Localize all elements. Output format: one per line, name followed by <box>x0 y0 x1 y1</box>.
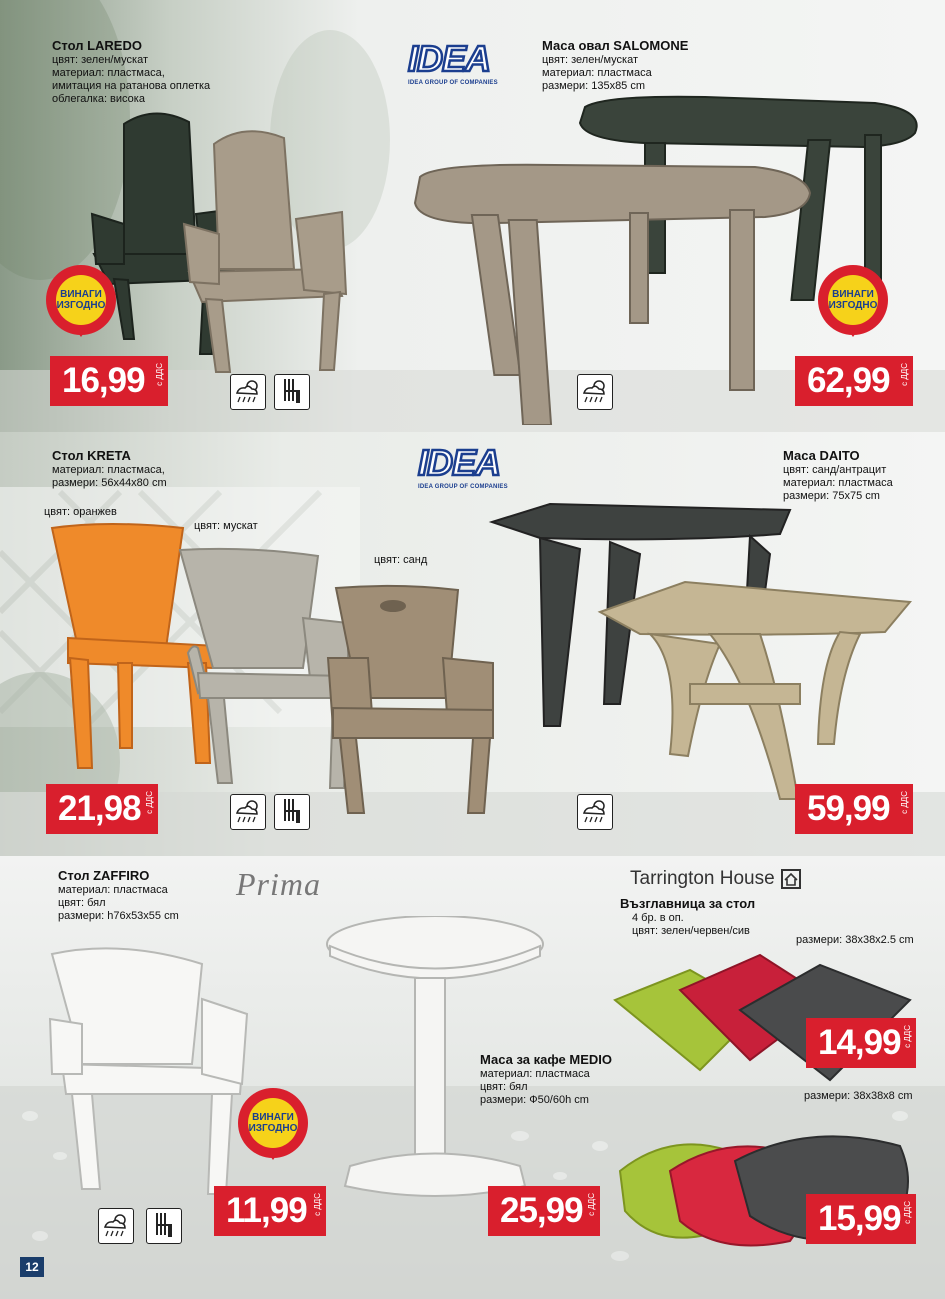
daito-spec-line: размери: 75х75 cm <box>783 490 880 502</box>
vat-label: с ДДС <box>145 791 154 814</box>
medio-spec-line: цвят: бял <box>480 1081 528 1093</box>
house-icon <box>781 869 801 889</box>
page-number: 12 <box>20 1257 44 1277</box>
weather-resistant-icon <box>577 794 613 830</box>
kreta-price: 21,98 <box>58 789 141 828</box>
vat-label: с ДДС <box>903 1025 912 1048</box>
kreta-color-sand: цвят: санд <box>374 554 428 566</box>
idea-logo-wordmark: IDEA <box>408 38 491 79</box>
section-laredo-salomone <box>0 0 945 432</box>
salomone-price-tag <box>795 356 913 406</box>
badge-line-2: ИЗГОДНО <box>828 300 878 311</box>
badge-line-1: ВИНАГИ <box>832 289 874 300</box>
medio-spec-line: размери: Ф50/60h cm <box>480 1094 589 1106</box>
zaffiro-spec-line: материал: пластмаса <box>58 884 168 896</box>
badge-line-2: ИЗГОДНО <box>56 300 106 311</box>
always-good-price-badge <box>238 1088 312 1162</box>
always-good-price-badge <box>818 265 892 339</box>
stackable-chairs-icon <box>146 1208 182 1244</box>
vat-label: с ДДС <box>903 1201 912 1224</box>
cushion-flat-price-tag <box>806 1018 916 1068</box>
weather-resistant-icon <box>230 794 266 830</box>
laredo-price-tag <box>50 356 168 406</box>
cushion-title: Възглавница за стол <box>620 896 756 911</box>
vat-label: с ДДС <box>587 1193 596 1216</box>
vat-label: с ДДС <box>900 791 909 814</box>
medio-price: 25,99 <box>500 1191 583 1230</box>
weather-resistant-icon <box>230 374 266 410</box>
zaffiro-spec-line: размери: h76х53х55 cm <box>58 910 179 922</box>
zaffiro-chair-image <box>42 944 252 1204</box>
weather-resistant-icon <box>98 1208 134 1244</box>
kreta-spec-line: размери: 56х44х80 cm <box>52 477 167 489</box>
salomone-spec-line: размери: 135х85 cm <box>542 80 646 92</box>
weather-resistant-icon <box>577 374 613 410</box>
daito-tables-image <box>480 494 920 814</box>
section-zaffiro-medio-cushions <box>0 856 945 1299</box>
daito-spec-line: цвят: санд/антрацит <box>783 464 887 476</box>
zaffiro-price-tag <box>214 1186 326 1236</box>
cushion-spec-line: 4 бр. в оп. <box>632 912 684 924</box>
kreta-chairs-image <box>48 498 518 818</box>
tarrington-house-logo <box>630 868 801 890</box>
cushion-size-flat: размери: 38х38х2.5 cm <box>796 934 914 946</box>
prima-logo: Prima <box>236 866 321 902</box>
daito-price: 59,99 <box>807 789 890 828</box>
salomone-price: 62,99 <box>807 361 890 400</box>
vat-label: с ДДС <box>155 363 164 386</box>
cushion-flat-price: 14,99 <box>818 1023 901 1062</box>
idea-logo <box>408 40 518 86</box>
daito-title: Маса DAITO <box>783 448 860 463</box>
daito-spec-line: материал: пластмаса <box>783 477 893 489</box>
cushion-thick-price-tag <box>806 1194 916 1244</box>
laredo-spec-line: цвят: зелен/мускат <box>52 54 148 66</box>
laredo-chairs-image <box>84 104 404 384</box>
idea-logo <box>418 444 528 490</box>
section-kreta-daito <box>0 432 945 856</box>
salomone-spec-line: цвят: зелен/мускат <box>542 54 638 66</box>
badge-line-1: ВИНАГИ <box>252 1112 294 1123</box>
vat-label: с ДДС <box>900 363 909 386</box>
idea-logo-wordmark: IDEA <box>418 442 501 483</box>
salomone-spec-line: материал: пластмаса <box>542 67 652 79</box>
cushion-spec-line: цвят: зелен/червен/сив <box>632 925 750 937</box>
idea-logo-subtitle: IDEA GROUP OF COMPANIES <box>418 484 508 490</box>
always-good-price-badge <box>46 265 120 339</box>
laredo-spec-line: имитация на ратанова оплетка <box>52 80 211 92</box>
medio-price-tag <box>488 1186 600 1236</box>
zaffiro-spec-line: цвят: бял <box>58 897 106 909</box>
daito-price-tag <box>795 784 913 834</box>
laredo-spec-line: облегалка: висока <box>52 93 145 105</box>
kreta-spec-line: материал: пластмаса, <box>52 464 165 476</box>
kreta-color-orange: цвят: оранжев <box>44 506 117 518</box>
cushion-size-thick: размери: 38х38х8 cm <box>804 1090 913 1102</box>
stackable-chairs-icon <box>274 374 310 410</box>
laredo-price: 16,99 <box>62 361 145 400</box>
zaffiro-title: Стол ZAFFIRO <box>58 868 150 883</box>
vat-label: с ДДС <box>313 1193 322 1216</box>
stackable-chairs-icon <box>274 794 310 830</box>
medio-spec-line: материал: пластмаса <box>480 1068 590 1080</box>
tarrington-house-wordmark: Tarrington House <box>630 868 775 889</box>
kreta-title: Стол KRETA <box>52 448 131 463</box>
kreta-price-tag <box>46 784 158 834</box>
badge-line-1: ВИНАГИ <box>60 289 102 300</box>
zaffiro-price: 11,99 <box>226 1191 307 1230</box>
laredo-title: Стол LAREDO <box>52 38 142 53</box>
idea-logo-subtitle: IDEA GROUP OF COMPANIES <box>408 80 498 86</box>
badge-line-2: ИЗГОДНО <box>248 1123 298 1134</box>
salomone-title: Маса овал SALOMONE <box>542 38 689 53</box>
cushion-thick-price: 15,99 <box>818 1199 901 1238</box>
kreta-color-musk: цвят: мускат <box>194 520 258 532</box>
laredo-spec-line: материал: пластмаса, <box>52 67 165 79</box>
medio-title: Маса за кафе MEDIO <box>480 1052 612 1067</box>
